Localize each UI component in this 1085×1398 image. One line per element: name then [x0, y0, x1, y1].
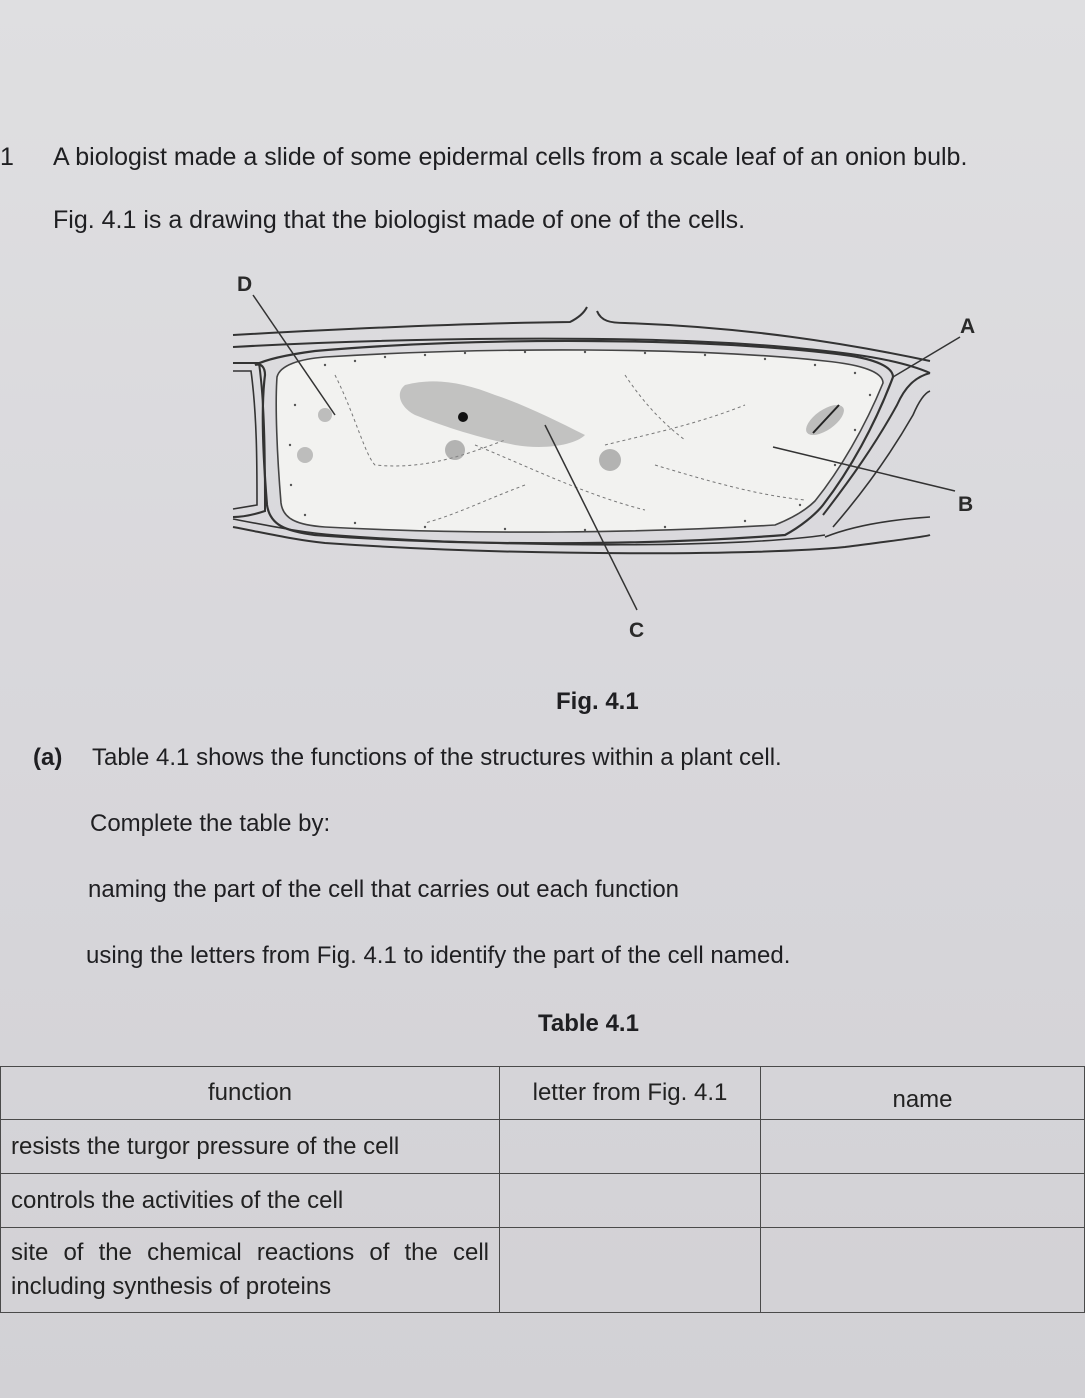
nucleolus: [458, 412, 468, 422]
part-a-text: Table 4.1 shows the functions of the structures within a plant cell.: [92, 744, 782, 771]
top-wall-outer: [233, 307, 587, 335]
header-name-text: name: [892, 1086, 953, 1113]
table-row: [1, 1120, 1085, 1174]
label-c: C: [629, 619, 645, 642]
table-row: [1, 1228, 1085, 1313]
instruction-bullet-1: naming the part of the cell that carries out each function: [88, 876, 680, 903]
table-row: [1, 1174, 1085, 1228]
question-text: A biologist made a slide of some epidermal cells from a scale leaf of an onion bulb.: [53, 143, 968, 171]
name-answer-cell[interactable]: [761, 1120, 1085, 1174]
label-d: D: [237, 273, 253, 296]
function-cell-text: site of the chemical reactions of the cell including synthesis of proteins: [11, 1239, 489, 1300]
table-caption: Table 4.1: [538, 1010, 639, 1037]
header-letter: letter from Fig. 4.1: [500, 1067, 761, 1120]
name-answer-cell[interactable]: [761, 1228, 1085, 1313]
instruction-text: Complete the table by:: [90, 810, 331, 837]
question-number: 1: [0, 143, 14, 171]
part-a-label: (a): [33, 744, 63, 771]
name-answer-cell[interactable]: [761, 1174, 1085, 1228]
label-b: B: [958, 493, 974, 516]
cell-membrane: [276, 350, 883, 532]
instruction-bullet-2: using the letters from Fig. 4.1 to identify the part of the cell named.: [86, 942, 791, 969]
function-cell: resists the turgor pressure of the cell: [1, 1120, 500, 1174]
letter-answer-cell[interactable]: [500, 1120, 761, 1174]
letter-answer-cell[interactable]: [500, 1174, 761, 1228]
left-wall-lines: [233, 363, 265, 517]
figure-caption: Fig. 4.1: [556, 688, 639, 715]
header-name: [761, 1067, 1085, 1120]
table-header-row: [1, 1067, 1085, 1120]
function-cell: controls the activities of the cell: [1, 1174, 500, 1228]
figure-intro: Fig. 4.1 is a drawing that the biologist made of one of the cells.: [53, 206, 746, 234]
function-cell: [1, 1228, 500, 1313]
label-a: A: [960, 315, 976, 338]
header-function: function: [1, 1067, 500, 1120]
onion-cell-diagram: [225, 265, 995, 655]
functions-table: [0, 1066, 1085, 1313]
letter-answer-cell[interactable]: [500, 1228, 761, 1313]
